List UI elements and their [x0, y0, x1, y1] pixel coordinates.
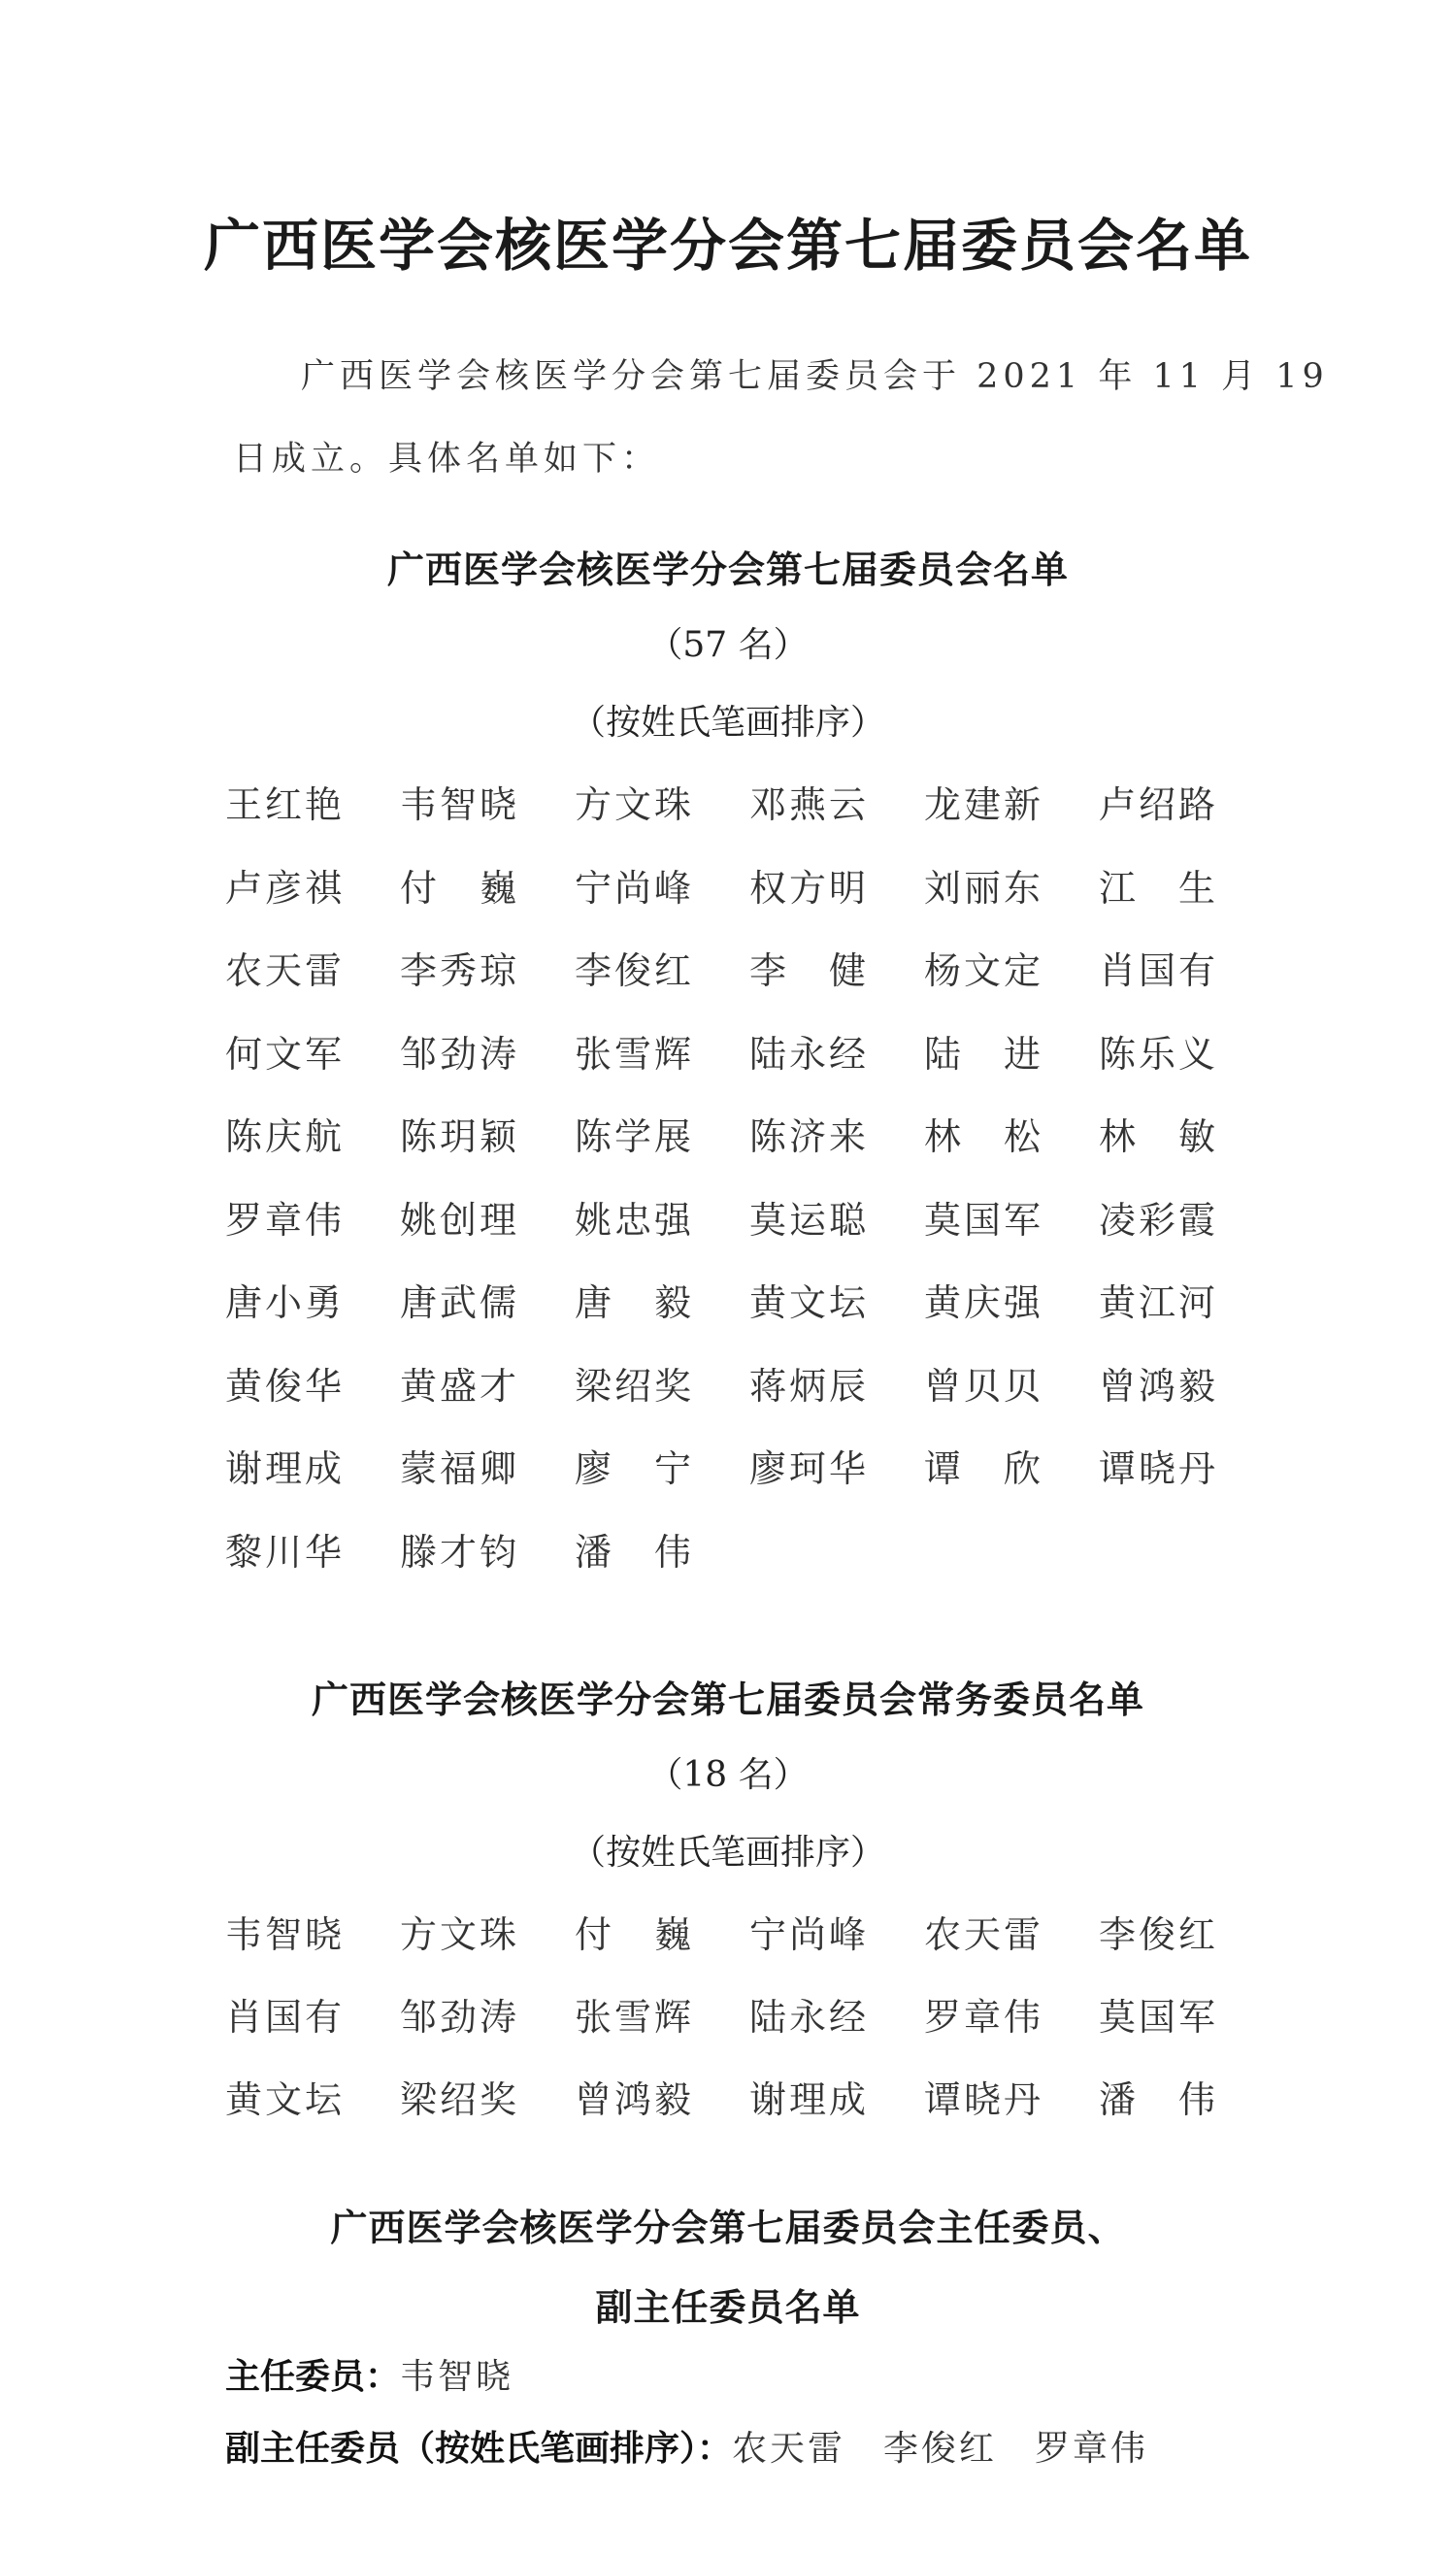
member-name: 潘 伟	[575, 1530, 691, 1574]
member-name: 邹 劲 涛	[400, 1032, 516, 1076]
name-row	[225, 1190, 1254, 1242]
member-name: 方 文 珠	[575, 783, 691, 826]
member-name: 谭 欣	[924, 1447, 1041, 1490]
vice-chair-label: 副主任委员（按姓氏笔画排序）：	[225, 2429, 733, 2469]
intro-line-2: 日成立。具体名单如下：	[233, 440, 661, 479]
member-name: 宁 尚 峰	[749, 1913, 866, 1956]
standing-order-note: （按姓氏笔画排序）	[570, 1833, 885, 1873]
member-name: 黄 庆 强	[924, 1281, 1041, 1324]
member-name: 姚 忠 强	[575, 1198, 691, 1242]
member-name: 陈 庆 航	[225, 1115, 342, 1158]
chair-label: 主任委员：	[225, 2357, 401, 2397]
member-name: 卢 彦 祺	[225, 866, 342, 910]
member-name: 龙 建 新	[924, 783, 1041, 826]
page-title: 广西医学会核医学分会第七届委员会名单	[203, 213, 1252, 279]
member-name: 何 文 军	[225, 1032, 342, 1076]
member-name: 罗 章 伟	[924, 1996, 1041, 2039]
member-name: 蒙 福 卿	[400, 1447, 516, 1490]
name-row	[225, 941, 1254, 992]
member-name: 梁 绍 奖	[400, 2078, 516, 2121]
member-name: 黄 文 坛	[749, 1281, 866, 1324]
member-name: 刘 丽 东	[924, 866, 1041, 910]
member-name: 陆 永 经	[749, 1996, 866, 2039]
member-name: 方 文 珠	[400, 1913, 516, 1956]
member-name: 黄 文 坛	[225, 2078, 342, 2121]
member-name: 陈 玥 颖	[400, 1115, 516, 1158]
member-name: 滕 才 钧	[400, 1530, 516, 1574]
member-name: 卢 绍 路	[1099, 783, 1215, 826]
member-name: 黄 盛 才	[400, 1364, 516, 1408]
member-name: 莫 国 军	[924, 1198, 1041, 1242]
member-name: 谭 晓 丹	[924, 2078, 1041, 2121]
intro-line-1: 广西医学会核医学分会第七届委员会于 2021 年 11 月 19	[301, 357, 1329, 396]
member-name: 谢 理 成	[749, 2078, 866, 2121]
member-name: 农 天 雷	[225, 949, 342, 992]
chair-name: 韦智晓	[400, 2357, 514, 2397]
standing-count: （18 名）	[647, 1755, 809, 1795]
member-name: 张 雪 辉	[575, 1032, 691, 1076]
leaders-title-line-2: 副主任委员名单	[595, 2286, 861, 2329]
name-row	[225, 1273, 1254, 1324]
member-name: 陈 学 展	[575, 1115, 691, 1158]
member-name: 曾 鸿 毅	[1099, 1364, 1215, 1408]
committee-order-note: （按姓氏笔画排序）	[570, 703, 885, 743]
member-name: 林 松	[924, 1115, 1041, 1158]
member-name: 韦 智 晓	[400, 783, 516, 826]
member-name: 肖 国 有	[225, 1996, 342, 2039]
member-name: 邓 燕 云	[749, 783, 866, 826]
member-name: 黄 俊 华	[225, 1364, 342, 1408]
member-name: 付 巍	[400, 866, 516, 910]
member-name: 陆 进	[924, 1032, 1041, 1076]
member-name: 杨 文 定	[924, 949, 1041, 992]
member-name: 陈 济 来	[749, 1115, 866, 1158]
name-row	[225, 2070, 1254, 2121]
member-name: 廖 珂 华	[749, 1447, 866, 1490]
member-name: 莫 运 聪	[749, 1198, 866, 1242]
member-name: 谭 晓 丹	[1099, 1447, 1215, 1490]
member-name: 唐 武 儒	[400, 1281, 516, 1324]
member-name: 李 秀 琼	[400, 949, 516, 992]
member-name: 曾 鸿 毅	[575, 2078, 691, 2121]
name-row	[225, 1522, 1254, 1574]
member-name: 陆 永 经	[749, 1032, 866, 1076]
vice-chair-line	[225, 2421, 1148, 2471]
member-name: 黄 江 河	[1099, 1281, 1215, 1324]
member-name: 姚 创 理	[400, 1198, 516, 1242]
member-name: 谢 理 成	[225, 1447, 342, 1490]
name-row	[225, 1107, 1254, 1158]
member-name: 莫 国 军	[1099, 1996, 1215, 2039]
member-name: 邹 劲 涛	[400, 1996, 516, 2039]
member-name: 权 方 明	[749, 866, 866, 910]
member-name: 黎 川 华	[225, 1530, 342, 1574]
member-name: 廖 宁	[575, 1447, 691, 1490]
member-name: 陈 乐 义	[1099, 1032, 1215, 1076]
vice-chair-names: 农天雷 李俊红 罗章伟	[732, 2429, 1149, 2469]
member-name: 李 健	[749, 949, 866, 992]
name-row	[225, 1987, 1254, 2039]
member-name: 李 俊 红	[575, 949, 691, 992]
member-name: 林 敏	[1099, 1115, 1215, 1158]
member-name: 蒋 炳 辰	[749, 1364, 866, 1408]
member-name: 曾 贝 贝	[924, 1364, 1041, 1408]
member-name: 罗 章 伟	[225, 1198, 342, 1242]
committee-count: （57 名）	[647, 625, 809, 665]
member-name: 唐 毅	[575, 1281, 691, 1324]
name-row	[225, 858, 1254, 910]
leaders-title-line-1: 广西医学会核医学分会第七届委员会主任委员、	[330, 2207, 1126, 2249]
member-name: 张 雪 辉	[575, 1996, 691, 2039]
member-name: 农 天 雷	[924, 1913, 1041, 1956]
member-name: 江 生	[1099, 866, 1215, 910]
chair-line	[225, 2349, 513, 2399]
member-name: 王 红 艳	[225, 783, 342, 826]
standing-title: 广西医学会核医学分会第七届委员会常务委员名单	[311, 1678, 1144, 1721]
member-name: 潘 伟	[1099, 2078, 1215, 2121]
name-row	[225, 1439, 1254, 1490]
member-name: 唐 小 勇	[225, 1281, 342, 1324]
name-row	[225, 1356, 1254, 1408]
member-name: 付 巍	[575, 1913, 691, 1956]
committee-title: 广西医学会核医学分会第七届委员会名单	[386, 548, 1069, 591]
member-name: 李 俊 红	[1099, 1913, 1215, 1956]
member-name: 韦 智 晓	[225, 1913, 342, 1956]
name-row	[225, 775, 1254, 826]
member-name: 肖 国 有	[1099, 949, 1215, 992]
member-name: 宁 尚 峰	[575, 866, 691, 910]
member-name: 凌 彩 霞	[1099, 1198, 1215, 1242]
name-row	[225, 1024, 1254, 1076]
name-row	[225, 1905, 1254, 1956]
member-name: 梁 绍 奖	[575, 1364, 691, 1408]
